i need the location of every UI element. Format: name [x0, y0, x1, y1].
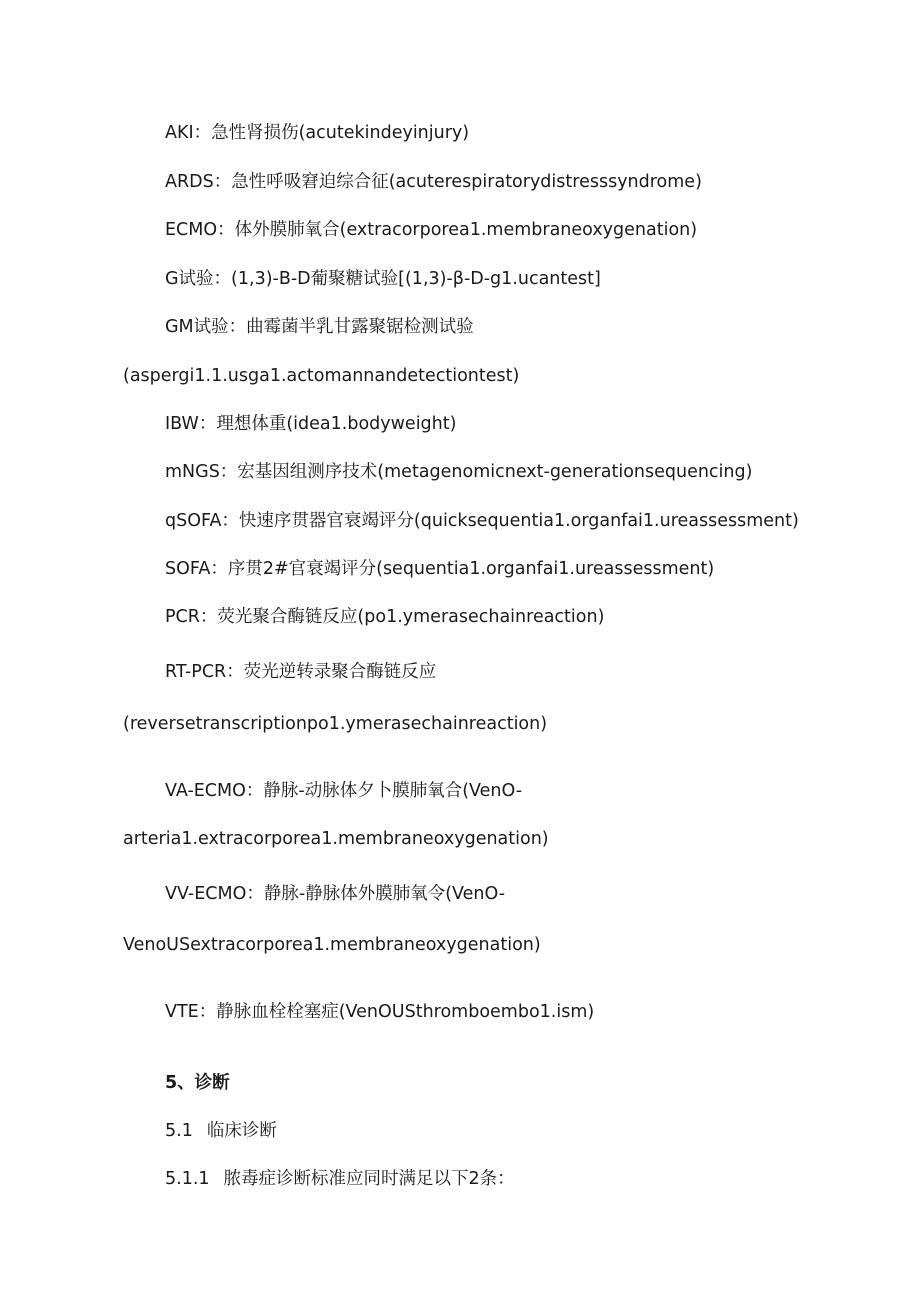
abbrev-gm-test: GM试验：曲霉菌半乳甘露聚锯检测试验: [165, 317, 474, 337]
section-5-1-title: 临床诊断: [206, 1121, 277, 1141]
section-5-1-1-number: 5.1.1: [165, 1169, 210, 1189]
abbrev-va-ecmo-continued: arteria1.extracorporea1.membraneoxygenation): [123, 829, 549, 849]
abbrev-rt-pcr: RT-PCR：荧光逆转录聚合酶链反应: [165, 662, 437, 682]
abbrev-sofa: SOFA：序贯2#官衰竭评分(sequentia1.organfai1.ureassessment): [165, 559, 715, 579]
abbrev-ards: ARDS：急性呼吸窘迫综合征(acuterespiratorydistresssyndrome): [165, 172, 702, 192]
abbrev-rt-pcr-continued: (reversetranscriptionpo1.ymerasechainreaction): [123, 714, 548, 734]
abbrev-vv-ecmo: VV-ECMO：静脉-静脉体外膜肺氧令(VenO-: [165, 884, 506, 904]
section-5-1-heading: [165, 1119, 277, 1143]
abbrev-qsofa: qSOFA：快速序贯器官衰竭评分(quicksequentia1.organfai1.ureassessment): [165, 511, 799, 531]
abbrev-aki: AKI：急性肾损伤(acutekindeyinjury): [165, 123, 470, 143]
abbrev-pcr: PCR：荧光聚合酶链反应(po1.ymerasechainreaction): [165, 607, 605, 627]
section-5-1-number: 5.1: [165, 1121, 193, 1141]
abbrev-vte: VTE：静脉血栓栓塞症(VenOUSthromboembo1.ism): [165, 1002, 595, 1022]
abbrev-ecmo: ECMO：体外膜肺氧合(extracorporea1.membraneoxygenation): [165, 220, 698, 240]
abbrev-ibw: IBW：理想体重(idea1.bodyweight): [165, 414, 457, 434]
abbrev-gm-test-continued: (aspergi1.1.usga1.actomannandetectiontest): [123, 366, 520, 386]
section-5-1-1-title: 脓毒症诊断标准应同时满足以下2条：: [223, 1169, 515, 1189]
abbrev-mngs: mNGS：宏基因组测序技术(metagenomicnext-generationsequencing): [165, 462, 753, 482]
abbrev-va-ecmo: VA-ECMO：静脉-动脉体夕卜膜肺氧合(VenO-: [165, 781, 523, 801]
abbrev-vv-ecmo-continued: VenoUSextracorporea1.membraneoxygenation): [123, 935, 541, 955]
section-5-heading: 5、诊断: [165, 1073, 230, 1093]
abbrev-g-test: G试验：(1,3)-B-D葡聚糖试验[(1,3)-β-D-g1.ucantest]: [165, 269, 601, 289]
section-5-1-1-heading: [165, 1167, 515, 1191]
